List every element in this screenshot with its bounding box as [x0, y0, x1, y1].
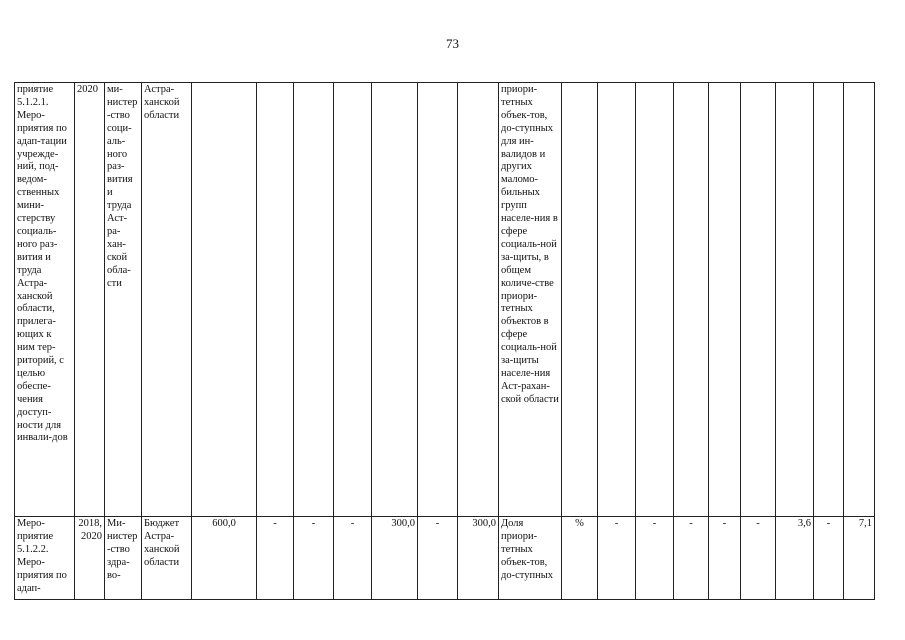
cell-v2	[636, 83, 674, 517]
page-number: 73	[446, 36, 459, 51]
cell-years: 2020	[75, 83, 105, 517]
cell-y2016	[334, 83, 372, 517]
cell-event: Меро-приятие 5.1.2.2. Меро-приятия по адап-	[15, 517, 75, 600]
table-row	[15, 517, 875, 600]
cell-unit	[562, 83, 598, 517]
cell-y2018	[418, 83, 458, 517]
cell-y2017: 300,0	[372, 517, 418, 600]
cell-unit: %	[562, 517, 598, 600]
cell-executor: ми-нистер-ство соци-аль-ного раз-вития и труда Аст-ра-хан-ской обла-сти	[105, 83, 142, 517]
cell-y2018: -	[418, 517, 458, 600]
cell-v5	[741, 83, 776, 517]
cell-v3	[674, 83, 709, 517]
cell-years: 2018, 2020	[75, 517, 105, 600]
cell-v1	[598, 83, 636, 517]
cell-y2015: -	[294, 517, 334, 600]
table-row	[15, 83, 875, 517]
cell-v7	[814, 83, 844, 517]
cell-indicator: Доля приори-тетных объек-тов, до-ступных	[499, 517, 562, 600]
cell-v6	[776, 83, 814, 517]
cell-y2016: -	[334, 517, 372, 600]
cell-v4: -	[709, 517, 741, 600]
cell-v8	[844, 83, 875, 517]
cell-total	[192, 83, 257, 517]
cell-y2014: -	[257, 517, 294, 600]
cell-y2014	[257, 83, 294, 517]
cell-executor: Ми-нистер-ство здра-во-	[105, 517, 142, 600]
cell-source: Бюджет Астра-ханской области	[142, 517, 192, 600]
cell-y2017	[372, 83, 418, 517]
cell-source: Астра-ханской области	[142, 83, 192, 517]
cell-v3: -	[674, 517, 709, 600]
program-table	[14, 82, 875, 600]
cell-event: приятие 5.1.2.1. Меро-приятия по адап-тации учрежде-ний, под-ведом-ственных мини-стерству социаль-ного раз-вития и труда Астра-ханской области, прилега-ющих к ним тер-риторий, с целью обеспе-чения доступ-ности для инвали-дов	[15, 83, 75, 517]
cell-v6: 3,6	[776, 517, 814, 600]
cell-y2019	[458, 83, 499, 517]
cell-y2015	[294, 83, 334, 517]
cell-indicator: приори-тетных объек-тов, до-ступных для ин-валидов и других маломо-бильных групп населе-ния в сфере социаль-ной за-щиты, в общем количе-стве приори-тетных объектов в сфере социаль-ной за-щиты населе-ния Аст-рахан-ской области	[499, 83, 562, 517]
cell-v7: -	[814, 517, 844, 600]
cell-v4	[709, 83, 741, 517]
cell-v5: -	[741, 517, 776, 600]
cell-v8: 7,1	[844, 517, 875, 600]
cell-v2: -	[636, 517, 674, 600]
cell-y2019: 300,0	[458, 517, 499, 600]
cell-v1: -	[598, 517, 636, 600]
cell-total: 600,0	[192, 517, 257, 600]
